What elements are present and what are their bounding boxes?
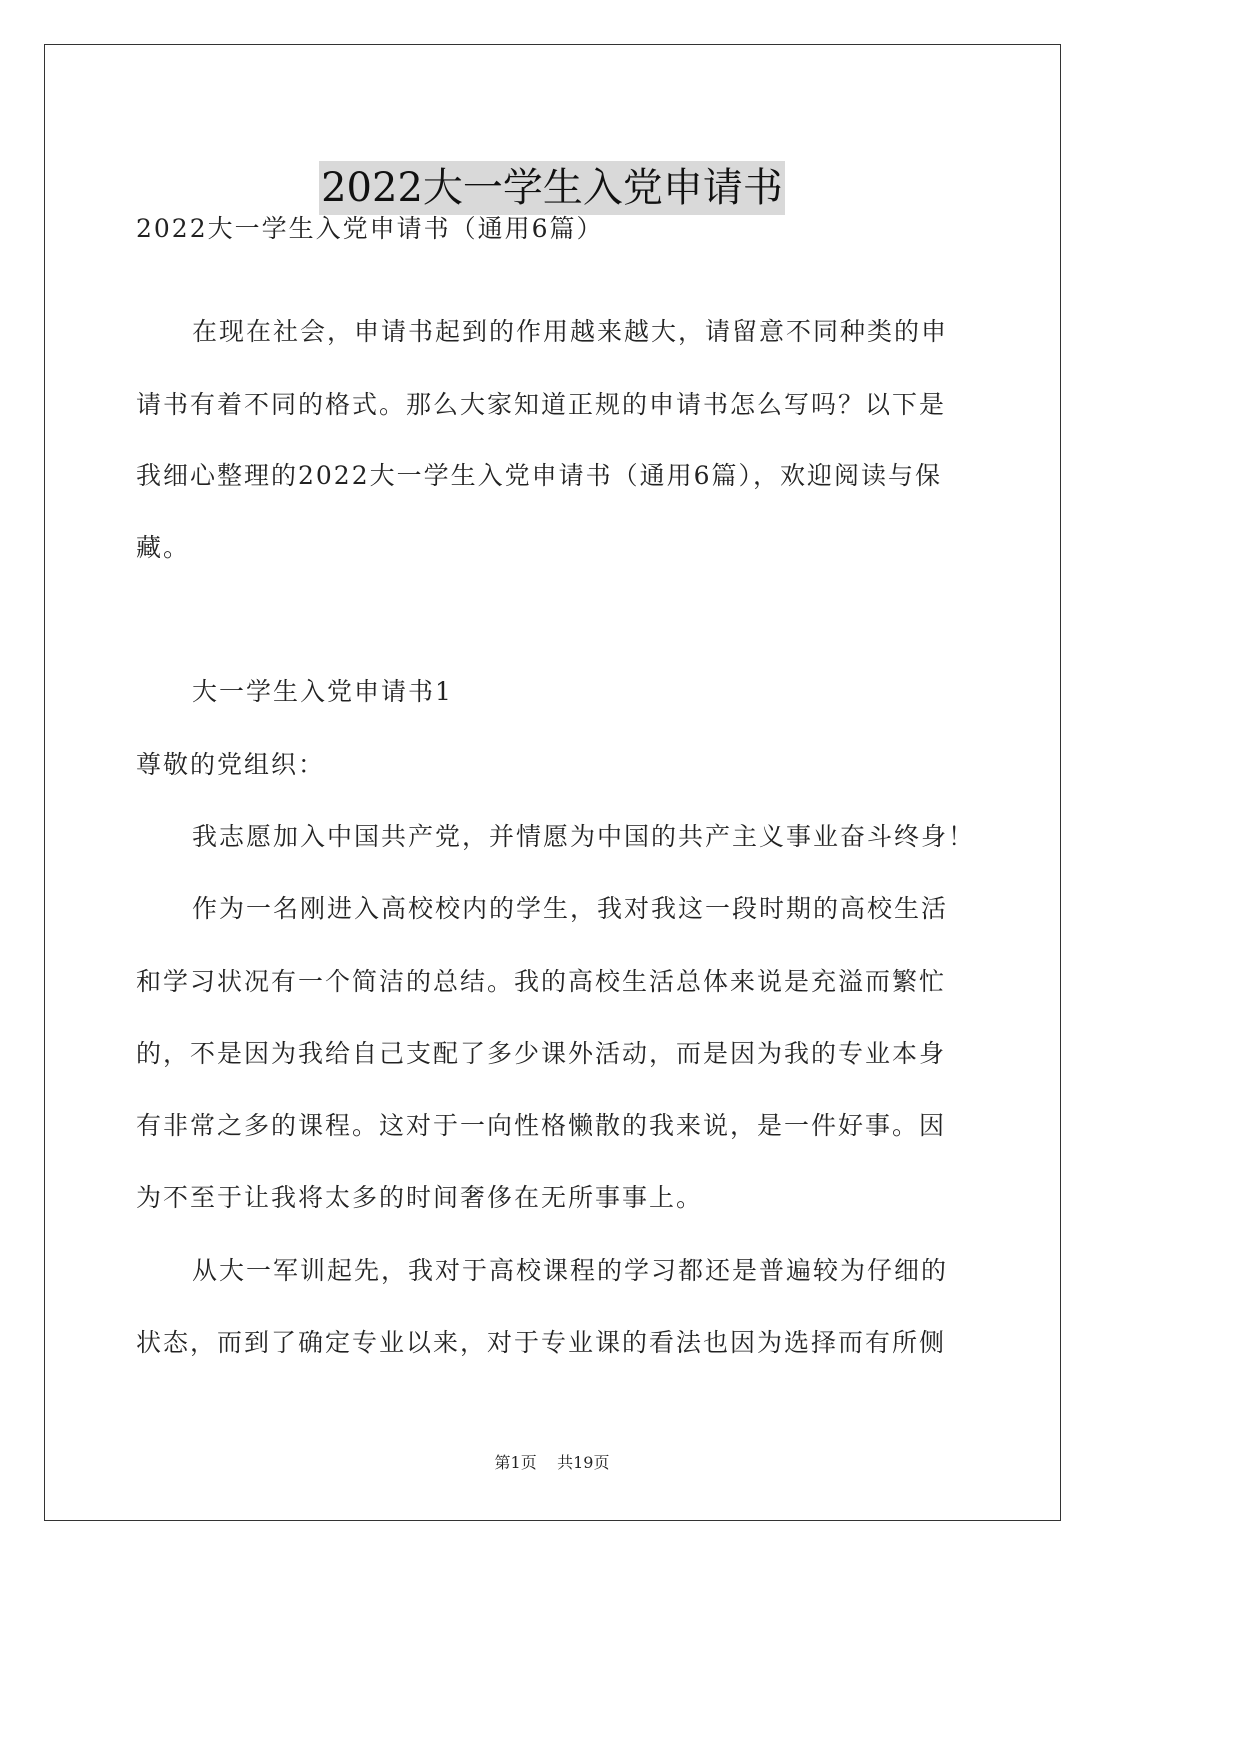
page-number: 第1页 <box>494 1453 537 1472</box>
section-heading: 大一学生入党申请书1 <box>192 677 453 706</box>
body-line-7: 从大一军训起先，我对于高校课程的学习都还是普遍较为仔细的 <box>192 1256 949 1285</box>
page-border <box>44 44 1061 1521</box>
intro-line-3: 我细心整理的2022大一学生入党申请书（通用6篇），欢迎阅读与保 <box>136 461 943 490</box>
intro-line-4: 藏。 <box>136 533 191 562</box>
body-line-1: 我志愿加入中国共产党，并情愿为中国的共产主义事业奋斗终身！ <box>192 822 976 851</box>
intro-line-2: 请书有着不同的格式。那么大家知道正规的申请书怎么写吗？以下是 <box>136 390 947 419</box>
salutation: 尊敬的党组织： <box>136 750 326 779</box>
body-line-5: 有非常之多的课程。这对于一向性格懒散的我来说，是一件好事。因 <box>136 1111 947 1140</box>
body-line-6: 为不至于让我将太多的时间奢侈在无所事事上。 <box>136 1183 704 1212</box>
document-title: 2022大一学生入党申请书 <box>319 161 785 215</box>
body-line-2: 作为一名刚进入高校校内的学生，我对我这一段时期的高校生活 <box>192 894 949 923</box>
body-line-8: 状态，而到了确定专业以来，对于专业课的看法也因为选择而有所侧 <box>136 1328 947 1357</box>
subtitle-line: 2022大一学生入党申请书（通用6篇） <box>136 214 604 243</box>
intro-line-1: 在现在社会，申请书起到的作用越来越大，请留意不同种类的申 <box>192 317 949 346</box>
body-line-4: 的，不是因为我给自己支配了多少课外活动，而是因为我的专业本身 <box>136 1039 947 1068</box>
body-line-3: 和学习状况有一个简洁的总结。我的高校生活总体来说是充溢而繁忙 <box>136 967 947 996</box>
page-footer <box>0 1452 1104 1474</box>
page-total: 共19页 <box>557 1453 610 1472</box>
